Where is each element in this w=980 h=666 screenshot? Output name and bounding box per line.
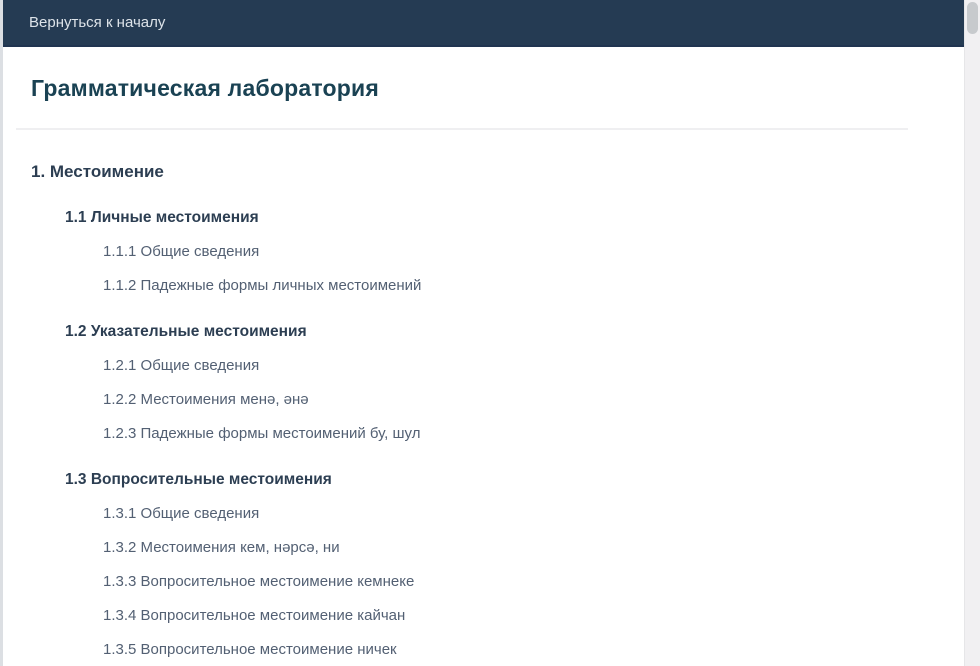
toc-item[interactable]: 1.1.1 Общие сведения [103, 243, 260, 260]
toc-item[interactable]: 1.3.4 Вопросительное местоимение кайчан [103, 607, 406, 624]
toc-group-personal-pronouns [31, 207, 936, 296]
toc-group-demonstrative-pronouns [31, 321, 936, 444]
back-to-top-link[interactable]: Вернуться к началу [29, 14, 166, 31]
toc-item[interactable]: 1.3.3 Вопросительное местоимение кемнеке [103, 573, 415, 590]
toc-group-label[interactable]: 1.3 Вопросительные местоимения [65, 471, 332, 488]
toc-item[interactable]: 1.2.2 Местоимения менә, әнә [103, 391, 309, 408]
toc-group-interrogative-pronouns [31, 469, 936, 660]
top-navigation-bar [3, 0, 964, 47]
toc-item[interactable]: 1.2.3 Падежные формы местоимений бу, шул [103, 425, 421, 442]
vertical-scrollbar[interactable] [964, 0, 980, 666]
toc-section-pronoun: 1. Местоимение [31, 162, 164, 181]
toc-item[interactable]: 1.1.2 Падежные формы личных местоимений [103, 277, 422, 294]
toc-group-label[interactable]: 1.1 Личные местоимения [65, 209, 259, 226]
page-title: Грамматическая лаборатория [31, 75, 379, 101]
toc-item[interactable]: 1.3.1 Общие сведения [103, 505, 260, 522]
toc-item[interactable]: 1.3.5 Вопросительное местоимение ничек [103, 641, 397, 658]
table-of-contents [31, 162, 936, 660]
main-content [3, 75, 980, 660]
scrollbar-thumb[interactable] [967, 2, 978, 34]
toc-item[interactable]: 1.2.1 Общие сведения [103, 357, 260, 374]
title-divider [16, 128, 908, 130]
toc-item[interactable]: 1.3.2 Местоимения кем, нәрсә, ни [103, 539, 340, 556]
toc-group-label[interactable]: 1.2 Указательные местоимения [65, 323, 307, 340]
